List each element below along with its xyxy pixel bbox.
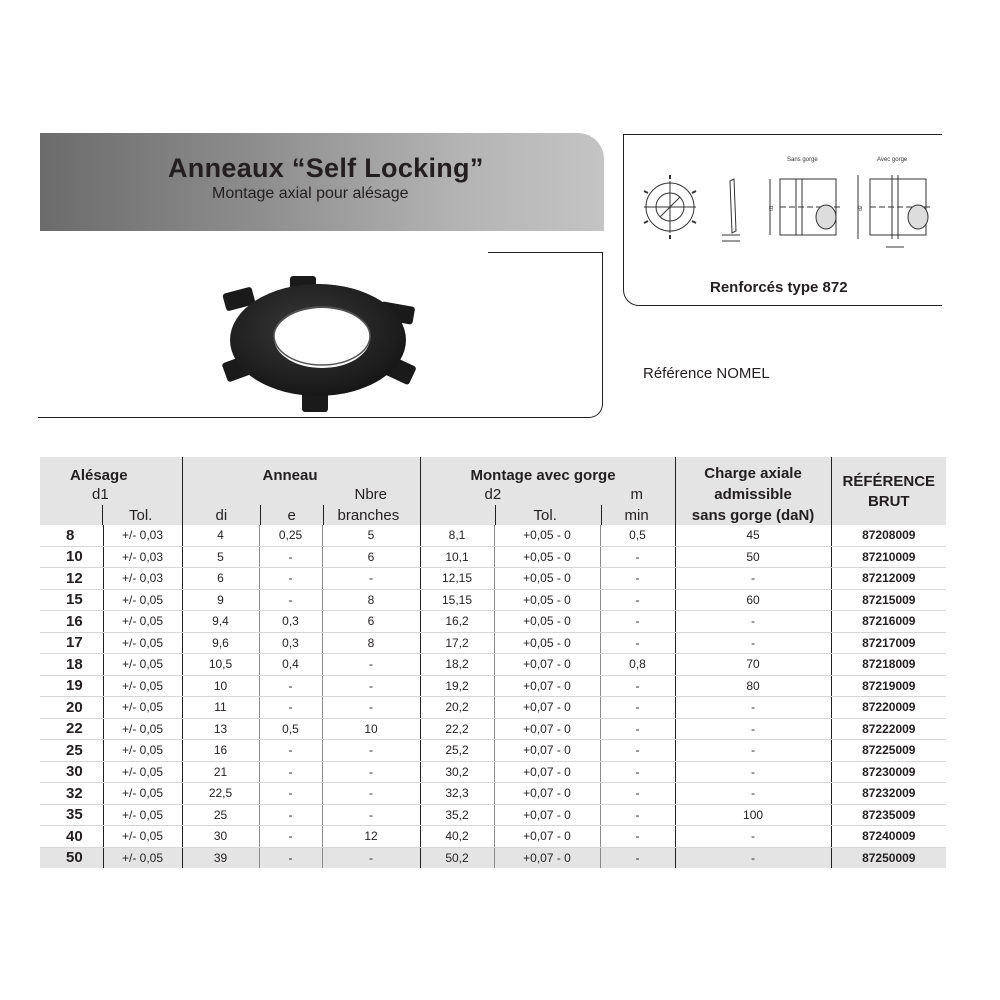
cell-e: -	[259, 589, 322, 611]
cell-d2: 12,15	[420, 568, 494, 590]
cell-charge: 100	[675, 804, 831, 826]
cell-d1: 22	[40, 718, 103, 740]
cell-d2: 15,15	[420, 589, 494, 611]
cell-di: 6	[182, 568, 259, 590]
cell-nb: 10	[322, 718, 420, 740]
cell-tol2: +0,07 - 0	[494, 761, 600, 783]
cell-ref: 87232009	[831, 783, 946, 805]
cell-nb: -	[322, 675, 420, 697]
cell-tol: +/- 0,05	[103, 632, 182, 654]
cell-m: -	[600, 675, 675, 697]
cell-d2: 22,2	[420, 718, 494, 740]
cell-d2: 20,2	[420, 697, 494, 719]
cell-d1: 16	[40, 611, 103, 633]
cell-tol2: +0,05 - 0	[494, 611, 600, 633]
ring-photo-icon	[210, 262, 425, 422]
table-row	[40, 632, 946, 654]
header-charge: Charge axiale admissible sans gorge (daN)	[675, 457, 831, 525]
label-sans-gorge: Sans gorge	[787, 157, 818, 163]
cell-ref: 87210009	[831, 546, 946, 568]
table-row	[40, 525, 946, 546]
label-d1: d1	[769, 205, 775, 211]
cell-d1: 50	[40, 847, 103, 868]
table-row	[40, 546, 946, 568]
cell-charge: 50	[675, 546, 831, 568]
cell-tol: +/- 0,05	[103, 697, 182, 719]
header-montage: Montage avec gorge d2 Tol. m min	[420, 457, 675, 525]
cell-e: 0,5	[259, 718, 322, 740]
cell-ref: 87235009	[831, 804, 946, 826]
cell-tol: +/- 0,05	[103, 826, 182, 848]
cell-m: -	[600, 761, 675, 783]
header-anneau: Anneau di e Nbre branches	[182, 457, 420, 525]
cell-nb: 12	[322, 826, 420, 848]
cell-ref: 87222009	[831, 718, 946, 740]
cell-tol: +/- 0,03	[103, 568, 182, 590]
reference-note: Référence NOMEL	[643, 365, 770, 382]
cell-di: 4	[182, 525, 259, 546]
cell-d1: 32	[40, 783, 103, 805]
table-row	[40, 783, 946, 805]
cell-d2: 35,2	[420, 804, 494, 826]
cell-d1: 18	[40, 654, 103, 676]
cell-tol: +/- 0,05	[103, 740, 182, 762]
table-row	[40, 718, 946, 740]
cell-m: -	[600, 611, 675, 633]
cell-tol2: +0,07 - 0	[494, 654, 600, 676]
cell-nb: 5	[322, 525, 420, 546]
cell-ref: 87212009	[831, 568, 946, 590]
cell-ref: 87217009	[831, 632, 946, 654]
table-row	[40, 847, 946, 868]
cell-di: 9,6	[182, 632, 259, 654]
cell-tol: +/- 0,05	[103, 804, 182, 826]
cell-nb: 8	[322, 589, 420, 611]
table-header-row	[40, 457, 946, 525]
cell-d2: 40,2	[420, 826, 494, 848]
cell-d2: 16,2	[420, 611, 494, 633]
cell-nb: -	[322, 761, 420, 783]
cell-charge: -	[675, 783, 831, 805]
table-row	[40, 611, 946, 633]
table-row	[40, 654, 946, 676]
page-title: Anneaux “Self Locking”	[168, 153, 484, 183]
cell-nb: 6	[322, 546, 420, 568]
cell-tol2: +0,05 - 0	[494, 589, 600, 611]
table-row	[40, 589, 946, 611]
cell-nb: -	[322, 804, 420, 826]
cell-ref: 87216009	[831, 611, 946, 633]
label-avec-gorge: Avec gorge	[877, 157, 908, 163]
cell-tol2: +0,05 - 0	[494, 632, 600, 654]
cell-d1: 40	[40, 826, 103, 848]
cell-e: 0,25	[259, 525, 322, 546]
cell-d1: 17	[40, 632, 103, 654]
cell-e: -	[259, 847, 322, 868]
cell-tol2: +0,07 - 0	[494, 847, 600, 868]
cell-e: 0,4	[259, 654, 322, 676]
cell-tol2: +0,07 - 0	[494, 718, 600, 740]
cell-tol2: +0,05 - 0	[494, 546, 600, 568]
page-subtitle: Montage axial pour alésage	[212, 185, 409, 202]
cell-ref: 87208009	[831, 525, 946, 546]
cell-e: 0,3	[259, 611, 322, 633]
cell-tol2: +0,05 - 0	[494, 568, 600, 590]
cell-d2: 32,3	[420, 783, 494, 805]
cell-d2: 18,2	[420, 654, 494, 676]
cell-di: 22,5	[182, 783, 259, 805]
cell-nb: -	[322, 654, 420, 676]
cell-ref: 87230009	[831, 761, 946, 783]
table-row	[40, 675, 946, 697]
cell-d1: 35	[40, 804, 103, 826]
table-row	[40, 826, 946, 848]
cell-e: -	[259, 740, 322, 762]
table-body	[40, 525, 946, 868]
cell-nb: 8	[322, 632, 420, 654]
cell-d2: 19,2	[420, 675, 494, 697]
cell-d1: 19	[40, 675, 103, 697]
cell-di: 39	[182, 847, 259, 868]
cell-tol: +/- 0,05	[103, 847, 182, 868]
cell-tol: +/- 0,05	[103, 761, 182, 783]
cell-ref: 87225009	[831, 740, 946, 762]
cell-e: -	[259, 826, 322, 848]
cell-charge: -	[675, 826, 831, 848]
cell-nb: 6	[322, 611, 420, 633]
cell-e: -	[259, 783, 322, 805]
cell-tol: +/- 0,03	[103, 525, 182, 546]
cell-d1: 10	[40, 546, 103, 568]
cell-ref: 87240009	[831, 826, 946, 848]
cell-tol: +/- 0,05	[103, 675, 182, 697]
cell-d2: 50,2	[420, 847, 494, 868]
cell-e: -	[259, 761, 322, 783]
cell-m: -	[600, 718, 675, 740]
cell-nb: -	[322, 783, 420, 805]
cell-di: 10,5	[182, 654, 259, 676]
cell-tol: +/- 0,05	[103, 783, 182, 805]
cell-charge: -	[675, 847, 831, 868]
cell-e: -	[259, 546, 322, 568]
cell-m: -	[600, 740, 675, 762]
cell-e: 0,3	[259, 632, 322, 654]
cell-m: 0,5	[600, 525, 675, 546]
cell-charge: -	[675, 740, 831, 762]
cell-e: -	[259, 804, 322, 826]
cell-tol2: +0,07 - 0	[494, 697, 600, 719]
cell-m: -	[600, 847, 675, 868]
table-row	[40, 568, 946, 590]
cell-e: -	[259, 568, 322, 590]
cell-nb: -	[322, 740, 420, 762]
cell-charge: -	[675, 718, 831, 740]
cell-di: 21	[182, 761, 259, 783]
cell-m: 0,8	[600, 654, 675, 676]
cell-m: -	[600, 804, 675, 826]
cell-d2: 8,1	[420, 525, 494, 546]
cell-ref: 87219009	[831, 675, 946, 697]
cell-d2: 25,2	[420, 740, 494, 762]
cell-d2: 10,1	[420, 546, 494, 568]
cell-tol2: +0,07 - 0	[494, 804, 600, 826]
cell-ref: 87220009	[831, 697, 946, 719]
cell-tol2: +0,05 - 0	[494, 525, 600, 546]
header-alesage: Alésage d1 Tol.	[40, 457, 182, 525]
cell-di: 25	[182, 804, 259, 826]
cell-tol: +/- 0,03	[103, 546, 182, 568]
cell-d1: 30	[40, 761, 103, 783]
cell-charge: 45	[675, 525, 831, 546]
technical-drawing-icon	[630, 145, 940, 265]
cell-m: -	[600, 546, 675, 568]
cell-d1: 12	[40, 568, 103, 590]
cell-tol: +/- 0,05	[103, 718, 182, 740]
cell-di: 13	[182, 718, 259, 740]
label-d2: d2	[858, 205, 864, 211]
cell-tol: +/- 0,05	[103, 589, 182, 611]
cell-tol: +/- 0,05	[103, 654, 182, 676]
cell-di: 30	[182, 826, 259, 848]
cell-d1: 20	[40, 697, 103, 719]
table-row	[40, 697, 946, 719]
cell-charge: -	[675, 632, 831, 654]
cell-m: -	[600, 697, 675, 719]
cell-nb: -	[322, 697, 420, 719]
cell-tol2: +0,07 - 0	[494, 826, 600, 848]
cell-ref: 87218009	[831, 654, 946, 676]
cell-m: -	[600, 826, 675, 848]
cell-d2: 17,2	[420, 632, 494, 654]
cell-charge: 80	[675, 675, 831, 697]
cell-charge: -	[675, 761, 831, 783]
cell-m: -	[600, 589, 675, 611]
table-row	[40, 804, 946, 826]
cell-nb: -	[322, 847, 420, 868]
cell-d1: 8	[40, 525, 103, 546]
cell-di: 9	[182, 589, 259, 611]
cell-charge: -	[675, 697, 831, 719]
cell-charge: -	[675, 611, 831, 633]
cell-tol2: +0,07 - 0	[494, 675, 600, 697]
cell-d2: 30,2	[420, 761, 494, 783]
spec-table	[40, 457, 946, 868]
drawing-caption: Renforcés type 872	[710, 279, 848, 296]
cell-e: -	[259, 697, 322, 719]
cell-m: -	[600, 632, 675, 654]
cell-tol: +/- 0,05	[103, 611, 182, 633]
cell-nb: -	[322, 568, 420, 590]
cell-m: -	[600, 568, 675, 590]
cell-di: 5	[182, 546, 259, 568]
cell-di: 16	[182, 740, 259, 762]
cell-tol2: +0,07 - 0	[494, 740, 600, 762]
table-row	[40, 740, 946, 762]
cell-di: 10	[182, 675, 259, 697]
cell-e: -	[259, 675, 322, 697]
cell-d1: 15	[40, 589, 103, 611]
cell-charge: 60	[675, 589, 831, 611]
cell-charge: -	[675, 568, 831, 590]
header-reference: RÉFÉRENCE BRUT	[831, 457, 946, 525]
table-row	[40, 761, 946, 783]
cell-m: -	[600, 783, 675, 805]
cell-ref: 87215009	[831, 589, 946, 611]
cell-d1: 25	[40, 740, 103, 762]
cell-ref: 87250009	[831, 847, 946, 868]
cell-di: 11	[182, 697, 259, 719]
cell-di: 9,4	[182, 611, 259, 633]
cell-charge: 70	[675, 654, 831, 676]
cell-tol2: +0,07 - 0	[494, 783, 600, 805]
